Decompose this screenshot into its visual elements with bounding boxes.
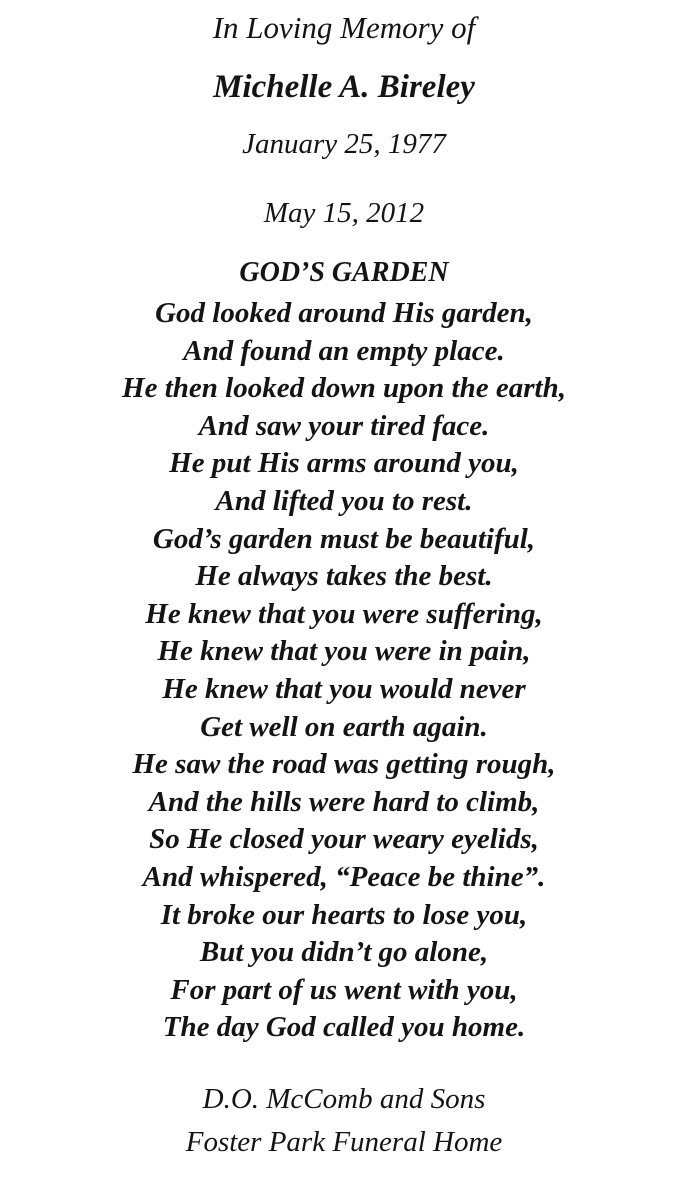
poem-line: It broke our hearts to lose you, [160,898,528,931]
poem-line: And saw your tired face. [198,409,490,442]
deceased-name: Michelle A. Bireley [213,69,475,105]
poem-line: He saw the road was getting rough, [132,748,556,781]
poem-line: And the hills were hard to climb, [148,785,540,818]
death-date: May 15, 2012 [263,197,425,229]
funeral-home-owner: D.O. McComb and Sons [202,1083,486,1115]
poem-line: He then looked down upon the earth, [122,372,566,405]
poem-line: And lifted you to rest. [215,484,473,517]
poem-line: God’s garden must be beautiful, [152,522,536,555]
birth-date: January 25, 1977 [242,128,446,160]
poem-line: The day God called you home. [162,1011,526,1044]
poem-line: He knew that you were in pain, [157,635,531,668]
poem-line: So He closed your weary eyelids, [149,823,539,856]
poem-line: God looked around His garden, [155,297,533,329]
poem-line: He knew that you were suffering, [145,597,543,630]
poem-line: But you didn’t go alone, [199,936,489,969]
poem-line: He always takes the best. [195,560,493,593]
poem-line: And found an empty place. [183,334,505,367]
poem-title: GOD’S GARDEN [239,257,449,288]
funeral-home-credit [0,1078,688,1164]
funeral-home-name: Foster Park Funeral Home [185,1126,503,1158]
poem-line: He knew that you would never [162,672,526,705]
poem-line: For part of us went with you, [170,973,518,1006]
poem-body [0,295,688,1047]
poem-line: And whispered, “Peace be thine”. [142,860,546,893]
poem-line: Get well on earth again. [200,710,488,743]
poem-line: He put His arms around you, [169,447,519,480]
memorial-intro: In Loving Memory of [212,10,476,45]
